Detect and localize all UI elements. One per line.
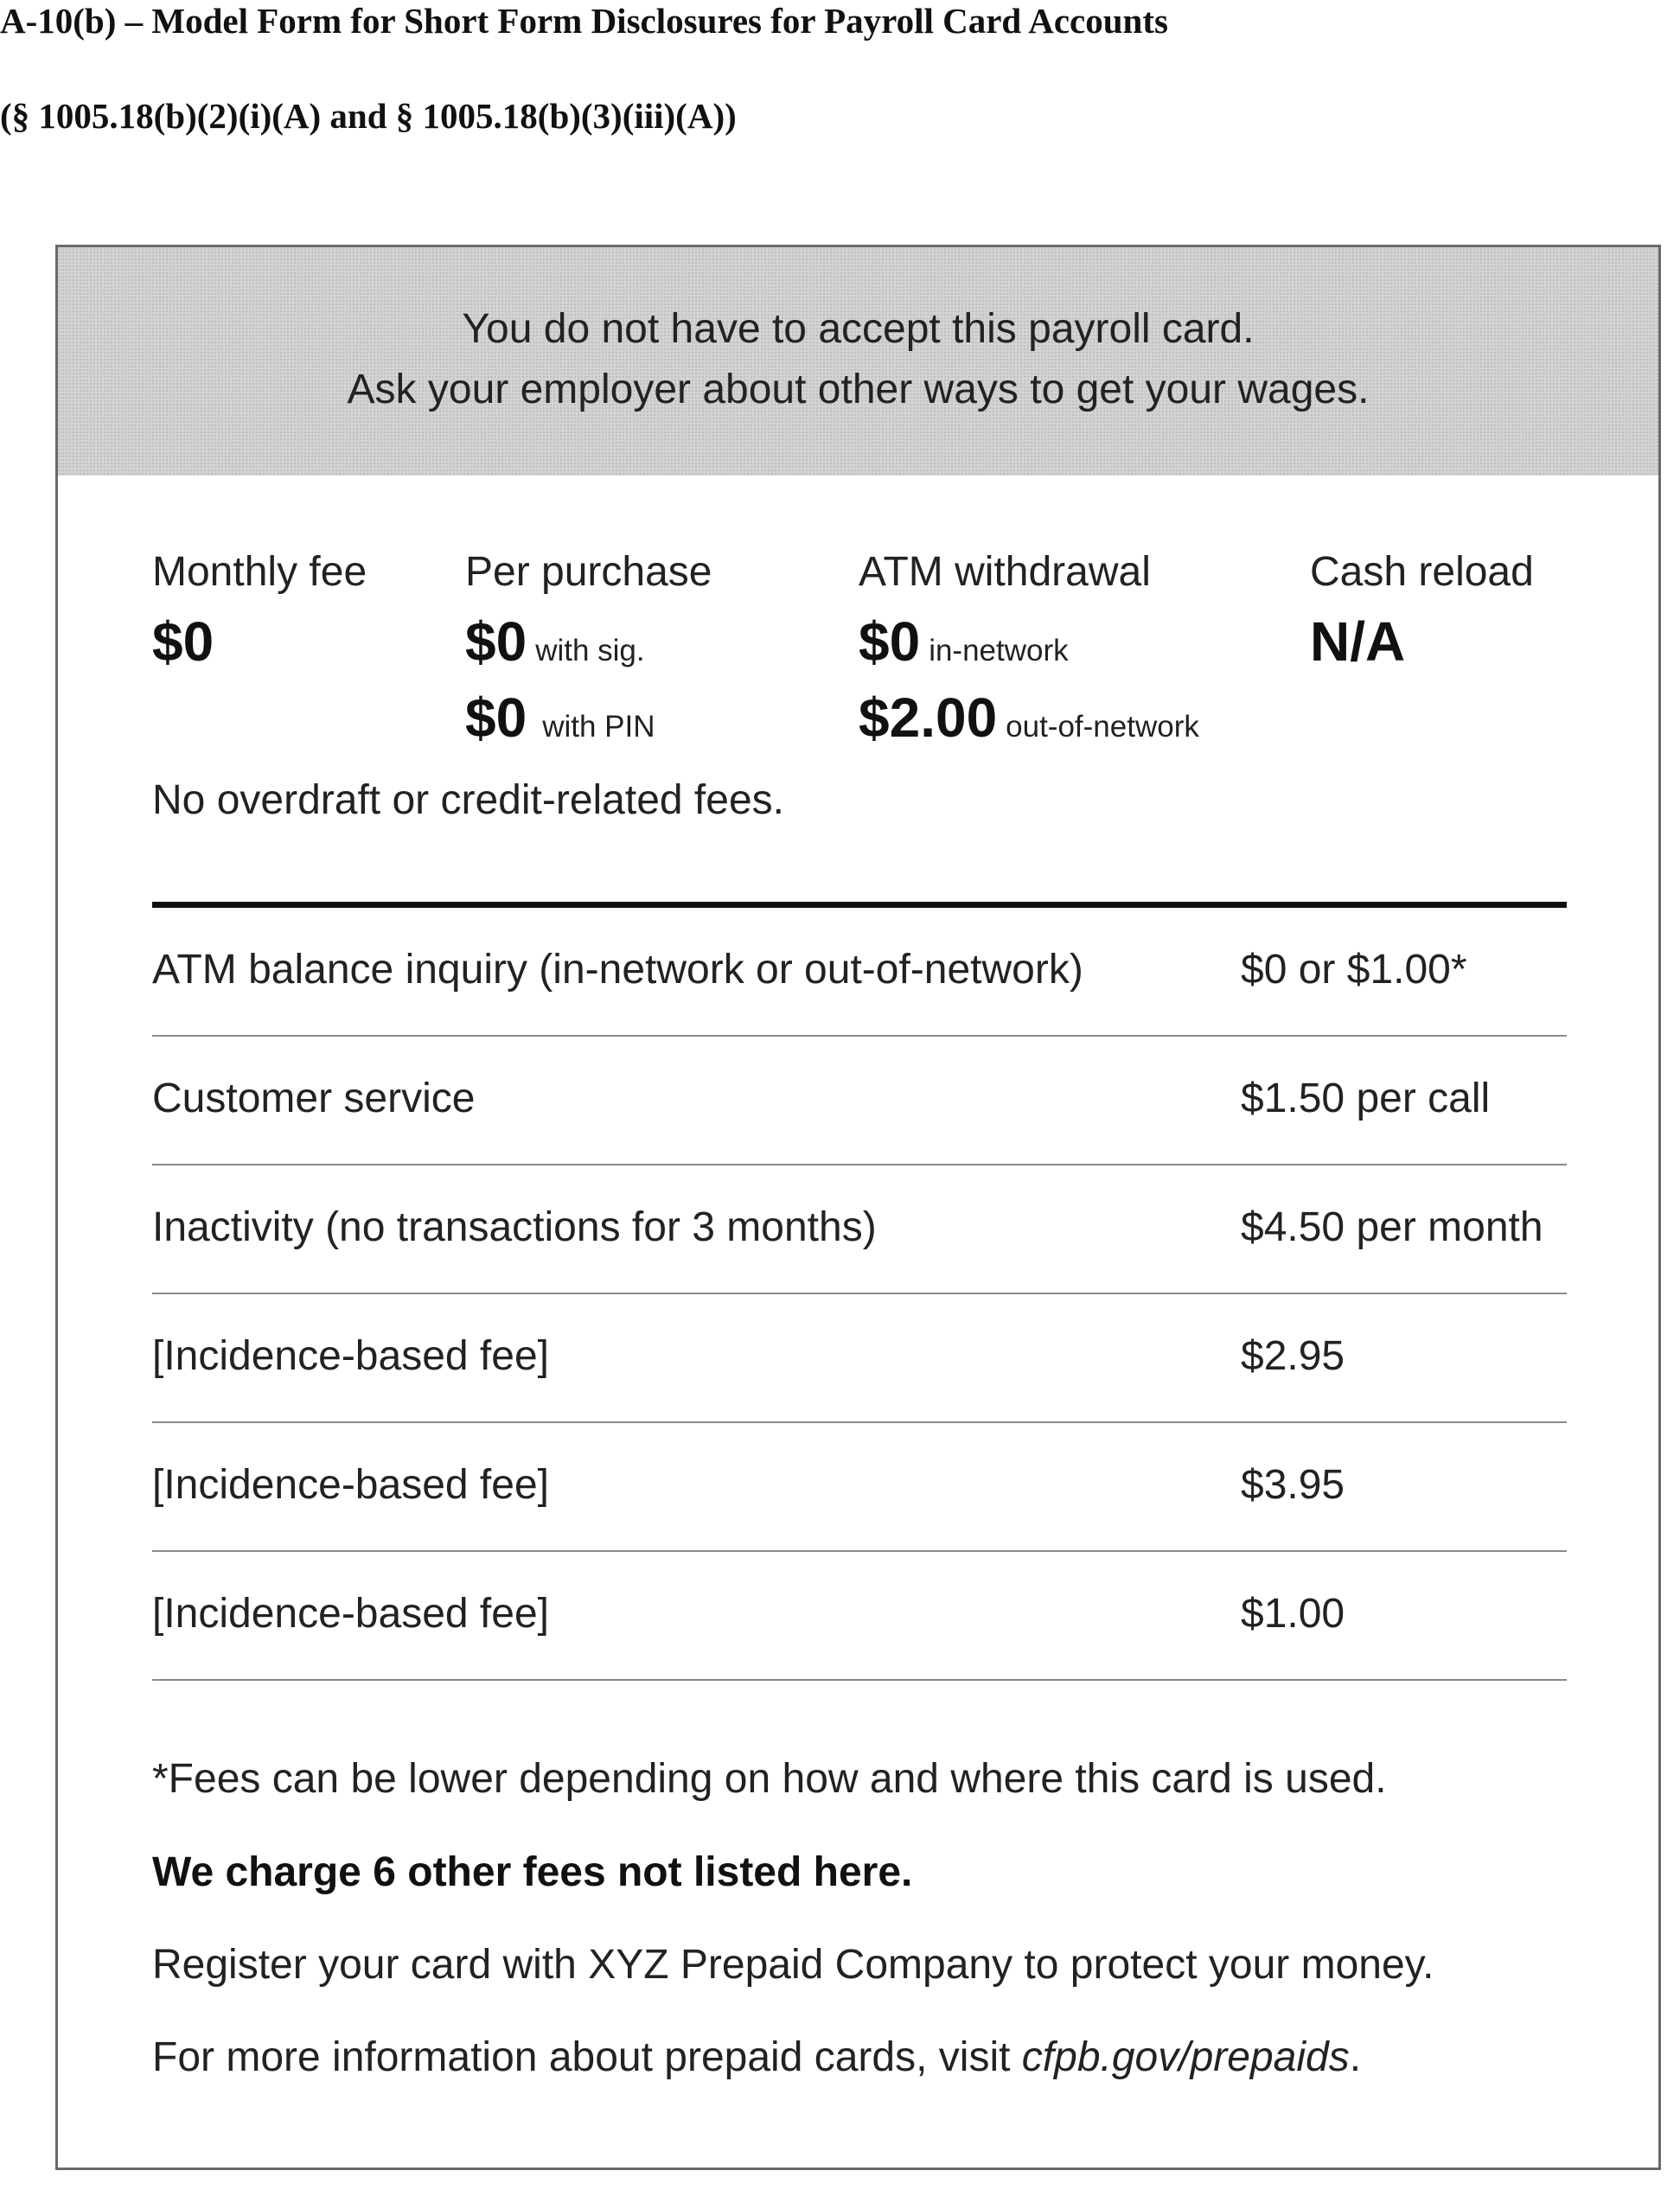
atm-out-of-network-amount: $2.00 xyxy=(859,686,998,749)
monthly-fee-label: Monthly fee xyxy=(152,549,367,595)
atm-in-network-amount: $0 xyxy=(859,610,921,673)
info-note-suffix: . xyxy=(1349,2034,1362,2080)
info-note xyxy=(152,2034,1361,2082)
fee-amount: $1.50 per call xyxy=(1241,1076,1491,1121)
atm-withdrawal-label: ATM withdrawal xyxy=(859,549,1151,595)
atm-in-network-row xyxy=(859,610,1199,673)
info-note-prefix: For more information about prepaid cards, visit xyxy=(152,2034,1022,2080)
fee-amount: $1.00 xyxy=(1241,1591,1345,1637)
per-purchase-signature-qualifier: with sig. xyxy=(535,634,645,667)
per-purchase-label: Per purchase xyxy=(465,549,712,595)
cash-reload-amount: N/A xyxy=(1310,610,1406,673)
fee-name: [Incidence-based fee] xyxy=(152,1462,549,1508)
fee-name: ATM balance inquiry (in-network or out-of-network) xyxy=(152,947,1083,993)
banner-line-2: Ask your employer about other ways to get your wages. xyxy=(347,367,1370,412)
per-purchase-block xyxy=(465,548,712,749)
overdraft-note: No overdraft or credit-related fees. xyxy=(152,777,784,823)
banner-line-1: You do not have to accept this payroll card. xyxy=(462,306,1255,352)
register-note: Register your card with XYZ Prepaid Company to protect your money. xyxy=(152,1942,1434,1988)
per-purchase-pin-row xyxy=(465,686,712,749)
per-purchase-signature-row xyxy=(465,610,712,673)
fee-amount: $2.95 xyxy=(1241,1333,1345,1379)
fee-table xyxy=(152,908,1567,1681)
cfpb-link[interactable]: cfpb.gov/prepaids xyxy=(1021,2034,1350,2080)
monthly-fee-row xyxy=(152,610,367,673)
table-row xyxy=(152,1294,1567,1423)
other-fees-note: We charge 6 other fees not listed here. xyxy=(152,1849,913,1895)
document-subtitle: (§ 1005.18(b)(2)(i)(A) and § 1005.18(b)(3)(iii)(A)) xyxy=(0,96,737,136)
table-row xyxy=(152,1552,1567,1681)
monthly-fee-block xyxy=(152,548,367,673)
section-divider xyxy=(152,902,1567,908)
fee-amount: $0 or $1.00* xyxy=(1241,947,1467,993)
atm-withdrawal-block xyxy=(859,548,1199,749)
cash-reload-row xyxy=(1310,610,1534,673)
fee-name: Customer service xyxy=(152,1076,476,1121)
table-row xyxy=(152,1165,1567,1294)
document-title: A-10(b) – Model Form for Short Form Disclosures for Payroll Card Accounts xyxy=(0,1,1168,41)
fee-amount: $3.95 xyxy=(1241,1462,1345,1508)
atm-out-of-network-qualifier: out-of-network xyxy=(1006,710,1199,744)
fee-name: [Incidence-based fee] xyxy=(152,1333,549,1379)
lower-fees-note: *Fees can be lower depending on how and where this card is used. xyxy=(152,1756,1387,1802)
per-purchase-pin-qualifier: with PIN xyxy=(542,710,655,744)
per-purchase-signature-amount: $0 xyxy=(465,610,527,673)
fee-name: [Incidence-based fee] xyxy=(152,1591,549,1637)
notice-banner xyxy=(58,247,1658,476)
per-purchase-pin-amount: $0 xyxy=(465,686,527,749)
atm-out-of-network-row xyxy=(859,686,1199,749)
table-row xyxy=(152,1037,1567,1165)
monthly-fee-amount: $0 xyxy=(152,610,214,673)
cash-reload-label: Cash reload xyxy=(1310,549,1534,595)
cash-reload-block xyxy=(1310,548,1534,673)
atm-in-network-qualifier: in-network xyxy=(929,634,1069,667)
fee-name: Inactivity (no transactions for 3 months) xyxy=(152,1204,877,1250)
fee-amount: $4.50 per month xyxy=(1241,1204,1543,1250)
table-row xyxy=(152,1423,1567,1552)
disclosure-form xyxy=(55,245,1661,2170)
table-row xyxy=(152,908,1567,1037)
